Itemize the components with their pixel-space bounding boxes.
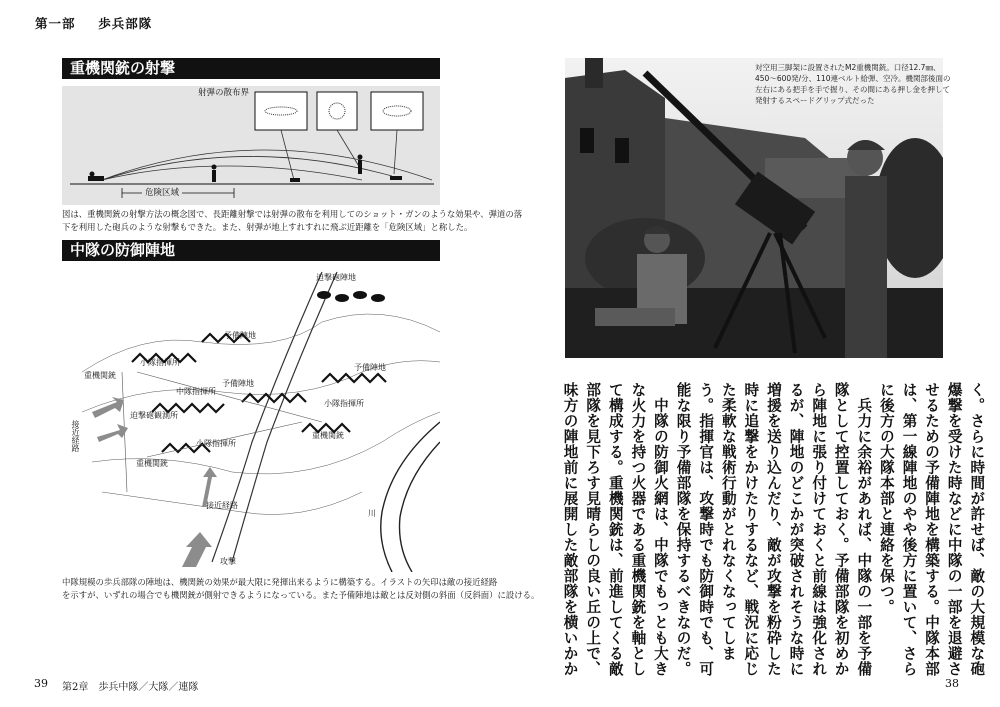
body-line: く。さらに時間が許せば、敵の大規模な砲 <box>968 382 986 677</box>
reserve-position-label: 予備陣地 <box>354 363 386 372</box>
body-line: 能な限り予備部隊を保持するべきなのだ。 <box>674 382 692 677</box>
reserve-position-label: 予備陣地 <box>224 331 256 340</box>
body-line: た柔軟な戦術行動がとれなくなってしま <box>719 382 737 661</box>
page-header <box>35 14 152 32</box>
river-label: 川 <box>368 509 376 518</box>
part-label: 第一部 <box>35 16 76 31</box>
body-line: 時に追撃をかけたりするなど、戦況に応じ <box>742 382 760 677</box>
body-line: 中隊の防御火網は、中隊でもっとも大き <box>651 382 669 677</box>
body-line: ら陣地に張り付けておくと前線は強化され <box>810 382 828 677</box>
attack-arrow-icon <box>182 532 212 567</box>
platoon-cp-label: 小隊指揮所 <box>196 439 236 448</box>
body-line: に後方の大隊本部と連絡を保つ。 <box>877 382 895 615</box>
body-text <box>558 382 987 677</box>
body-line: るが、陣地のどこかが突破されそうな時に <box>787 382 805 677</box>
attack-label: 攻撃 <box>220 557 236 566</box>
heavy-mg-label: 重機関銃 <box>136 459 168 468</box>
dispersion-label: 射弾の散布界 <box>198 88 250 98</box>
platoon-cp-label: 小隊指揮所 <box>140 358 180 367</box>
body-line: う。指揮官は、攻撃時でも防御時でも、可 <box>697 382 715 677</box>
mg-fire-caption: 図は、重機関銃の射撃方法の概念図で、長距離射撃では射弾の散布を利用してのショット・ガンのような効果や、弾道の落 下を利用した砲兵のような射撃もできた。また、射弾が地上すれすれに飛ぶ近距離を「危険区域」と称した。 <box>62 209 523 232</box>
mortar-position-label: 迫撃砲陣地 <box>316 273 356 282</box>
reserve-position-label: 予備陣地 <box>222 379 254 388</box>
defense-caption: 中隊規模の歩兵部隊の陣地は、機関銃の効果が最大限に発揮出来るように構築する。イラストの矢印は敵の接近経路 を示すが、いずれの場合でも機関銃が側射できるようになっている。また予備陣地は敵とは反対側の斜面（反斜面）に設ける。 <box>62 577 540 600</box>
body-line: 兵力に余裕があれば、中隊の一部を予備 <box>855 382 873 677</box>
body-line: な火力を持つ火器である重機関銃を軸とし <box>629 382 647 677</box>
photo-caption: 対空用三脚架に設置されたM2重機関銃。口径12.7㎜、 450〜600発/分、110連ベルト給弾、空冷。機関部後面の 左右にある把手を手で握り、その間にある押し金を押して 発射するスペードグリップ式だった <box>755 63 951 105</box>
chapter-title: 第2章 歩兵中隊／大隊／連隊 <box>62 682 199 693</box>
platoon-cp-label: 小隊指揮所 <box>324 399 364 408</box>
heavy-mg-label: 重機関銃 <box>84 371 116 380</box>
right-page-number: 38 <box>945 677 959 690</box>
danger-zone-label: 危険区域 <box>142 186 182 198</box>
heavy-mg-label: 重機関銃 <box>312 431 344 440</box>
defense-heading: 中隊の防御陣地 <box>62 240 440 261</box>
company-cp-label: 中隊指揮所 <box>176 387 216 396</box>
platoon-cp-label <box>100 560 105 561</box>
mg-fire-heading: 重機関銃の射撃 <box>62 58 440 79</box>
body-line: は、第一線陣地のやや後方に置いて、さら <box>900 382 918 677</box>
body-line: 味方の陣地前に展開した敵部隊を横いかか <box>561 382 579 677</box>
body-line: て構成する。重機関銃は、前進してくる敵 <box>606 382 624 677</box>
body-line: 増援を送り込んだり、敵が攻撃を粉砕した <box>764 382 782 677</box>
defense-position-illustration <box>62 262 440 572</box>
mortar-observation-label: 迫撃砲観測所 <box>130 411 178 420</box>
left-page-number: 39 <box>34 677 48 690</box>
approach-route-label: 接近経路 <box>71 420 80 452</box>
part-title: 歩兵部隊 <box>98 16 153 31</box>
approach-route-label: 接近経路 <box>206 501 238 510</box>
body-line: 隊として控置しておく。予備部隊を初めか <box>832 382 850 677</box>
body-line: 爆撃を受けた時などに中隊の一部を退避さ <box>945 382 963 677</box>
mg-fire-diagram <box>62 80 440 205</box>
body-line: せるための予備陣地を構築する。中隊本部 <box>923 382 941 677</box>
body-line: 部隊を見下ろす見晴らしの良い丘の上で、 <box>584 382 602 677</box>
